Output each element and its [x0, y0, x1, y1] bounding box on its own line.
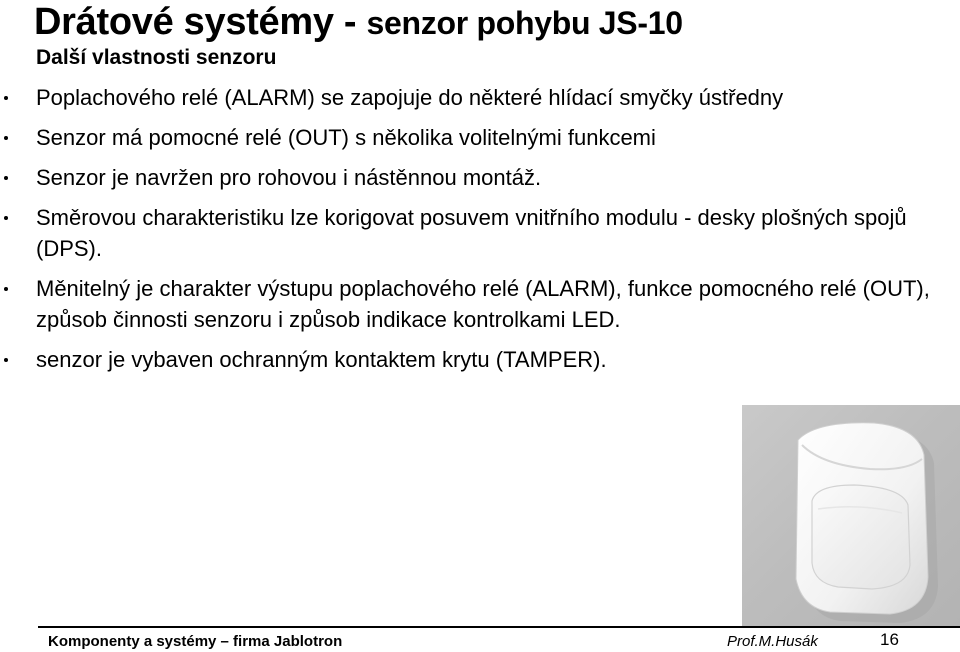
bullet-text: Senzor je navržen pro rohovou i nástěnnou montáž.	[36, 165, 542, 190]
bullet-item	[0, 273, 930, 335]
bullet-dot-icon	[4, 96, 8, 100]
bullet-text: Směrovou charakteristiku lze korigovat posuvem vnitřního modulu - desky plošných spojů (DPS).	[36, 205, 907, 261]
footer-course: Komponenty a systémy – firma Jablotron	[48, 633, 343, 650]
slide-subtitle: Další vlastnosti senzoru	[36, 46, 277, 69]
bullet-dot-icon	[4, 358, 8, 362]
bullet-item	[0, 82, 930, 113]
bullet-text: senzor je vybaven ochranným kontaktem krytu (TAMPER).	[36, 347, 607, 372]
pir-motion-sensor-photo	[742, 405, 960, 627]
bullet-dot-icon	[4, 176, 8, 180]
page-number: 16	[880, 630, 899, 649]
footer-divider	[38, 626, 960, 628]
slide-title-sub: senzor pohybu JS-10	[366, 5, 683, 41]
bullet-item	[0, 202, 930, 264]
slide-title	[34, 0, 683, 45]
bullet-item	[0, 344, 736, 375]
bullet-dot-icon	[4, 136, 8, 140]
slide-title-main: Drátové systémy -	[34, 1, 367, 43]
bullet-item	[0, 122, 930, 153]
bullet-text: Měnitelný je charakter výstupu poplachového relé (ALARM), funkce pomocného relé (OUT), způsob činnosti senzoru i způsob indikace kontrolkami LED.	[36, 276, 930, 332]
bullet-dot-icon	[4, 287, 8, 291]
pir-motion-sensor-icon	[742, 405, 960, 627]
bullet-item	[0, 162, 930, 193]
bullet-dot-icon	[4, 216, 8, 220]
bullet-list	[0, 82, 930, 384]
footer-author: Prof.M.Husák	[727, 633, 818, 650]
bullet-text: Senzor má pomocné relé (OUT) s několika volitelnými funkcemi	[36, 125, 656, 150]
bullet-text: Poplachového relé (ALARM) se zapojuje do některé hlídací smyčky ústředny	[36, 85, 784, 110]
